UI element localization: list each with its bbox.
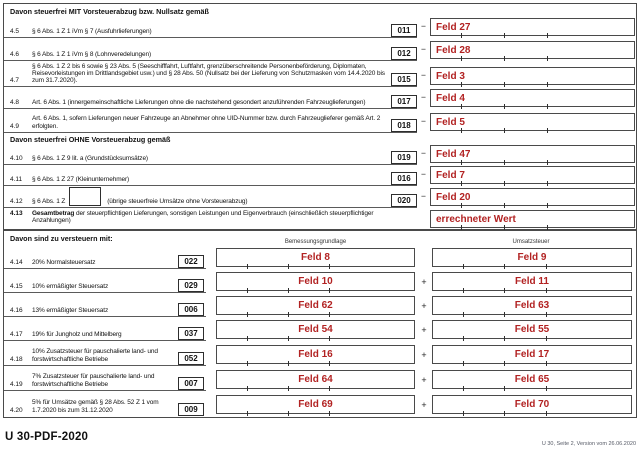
digit-tick	[546, 312, 547, 317]
row-label: Art. 6 Abs. 1, sofern Lieferungen neuer Fahrzeuge an Abnehmer ohne UID-Nummer bzw. durch Fahrzeuglieferer gemäß Art. 2 erfolgten.	[32, 115, 381, 130]
digit-tick	[461, 160, 462, 165]
minus-sign: −	[421, 116, 426, 126]
digit-tick	[463, 361, 464, 366]
row-4-13-total	[4, 208, 636, 230]
digit-tick	[504, 104, 505, 109]
code-box: 006	[178, 303, 204, 316]
digit-tick	[547, 181, 548, 186]
amount-field[interactable]	[430, 113, 635, 131]
field-placeholder: Feld 4	[436, 92, 465, 104]
digit-tick	[461, 33, 462, 38]
plus-sign: +	[421, 400, 427, 410]
section-tax-free	[3, 3, 637, 230]
row-label: 20% Normalsteuersatz	[32, 258, 96, 266]
row-label: 10% Zusatzsteuer für pauschalierte land- und forstwirtschaftliche Betriebe	[32, 348, 158, 363]
amount-field[interactable]	[430, 67, 635, 85]
row-number: 4.16	[10, 307, 23, 314]
minus-sign: −	[421, 148, 426, 158]
digit-tick	[247, 411, 248, 416]
amount-field[interactable]	[430, 188, 635, 206]
digit-tick	[504, 82, 505, 87]
code-box: 012	[391, 47, 417, 60]
digit-tick	[547, 128, 548, 133]
amount-field[interactable]	[430, 18, 635, 36]
field-placeholder: Feld 65	[514, 374, 550, 385]
code-box: 016	[391, 172, 417, 185]
row-label-after: (übrige steuerfreie Umsätze ohne Vorsteuerabzug)	[107, 197, 248, 205]
digit-tick	[504, 386, 505, 391]
base-amount-field[interactable]	[216, 395, 415, 414]
row-4-17	[4, 317, 636, 341]
field-placeholder: Feld 9	[517, 252, 547, 263]
column-header-base: Bemessungsgrundlage	[284, 239, 347, 245]
taxable-header: Davon sind zu versteuern mit:	[10, 234, 113, 243]
row-label: § 6 Abs. 1 Z 2 bis 6 sowie § 23 Abs. 5 (Seeschifffahrt, Luftfahrt, grenzüberschreitende Personenbeförderung, Diplomaten, Reisevorleistungen im Drittlandsgebiet usw.) und § 28 Abs. 50 (Nullsatz bei der Lieferung von Schutzmasken vom 14.4.2020 bis zum 31.7.2020).	[32, 62, 385, 84]
minus-sign: −	[421, 70, 426, 80]
row-label-before: § 6 Abs. 1 Z	[32, 197, 66, 205]
base-amount-field[interactable]	[216, 345, 415, 364]
code-box: 015	[391, 73, 417, 86]
digit-tick	[329, 264, 330, 269]
field-placeholder: Feld 11	[515, 276, 549, 287]
section-taxable	[3, 230, 637, 418]
digit-tick	[461, 104, 462, 109]
digit-tick	[461, 128, 462, 133]
row-label: § 6 Abs. 1 Z 1 iVm § 8 (Lohnveredelungen)	[32, 50, 152, 58]
digit-tick	[329, 361, 330, 366]
digit-tick	[504, 33, 505, 38]
row-number: 4.18	[10, 356, 23, 363]
field-placeholder: Feld 70	[514, 399, 550, 410]
field-placeholder: Feld 62	[298, 300, 333, 311]
code-box: 037	[178, 327, 204, 340]
field-placeholder: Feld 3	[436, 70, 465, 82]
digit-tick	[547, 56, 548, 61]
code-box: 017	[391, 95, 417, 108]
row-number: 4.9	[10, 123, 20, 130]
minus-sign: −	[421, 169, 426, 179]
row-label: 5% für Umsätze gemäß § 28 Abs. 52 Z 1 vom 1.7.2020 bis zum 31.12.2020	[32, 399, 159, 414]
digit-tick	[329, 312, 330, 317]
tax-amount-field[interactable]	[432, 296, 632, 315]
digit-tick	[288, 264, 289, 269]
code-box: 022	[178, 255, 204, 268]
row-4-16	[4, 293, 636, 317]
row-4-8	[4, 87, 636, 109]
digit-tick	[288, 288, 289, 293]
digit-tick	[463, 312, 464, 317]
total-label-bold: Gesamtbetrag	[32, 210, 75, 217]
digit-tick	[247, 336, 248, 341]
code-box: 018	[391, 119, 417, 132]
row-number: 4.12	[10, 198, 23, 205]
plus-sign: +	[421, 375, 427, 385]
digit-tick	[504, 181, 505, 186]
tax-amount-field[interactable]	[432, 345, 632, 364]
digit-tick	[461, 203, 462, 208]
digit-tick	[547, 104, 548, 109]
field-placeholder: Feld 16	[298, 349, 333, 360]
row-number: 4.15	[10, 283, 23, 290]
digit-tick	[547, 203, 548, 208]
field-placeholder: Feld 10	[298, 276, 333, 287]
row-4-19	[4, 366, 636, 391]
row-4-14	[4, 246, 636, 269]
digit-tick	[329, 288, 330, 293]
total-label-rest: der steuerpflichtigen Lieferungen, sonstigen Leistungen und Eigenverbrauch (einschließlich steuerpflichtiger Anzahlungen)	[32, 210, 374, 225]
tax-amount-field[interactable]	[432, 370, 632, 389]
field-placeholder: Feld 64	[298, 374, 333, 385]
digit-tick	[461, 82, 462, 87]
code-box: 007	[178, 377, 204, 390]
row-4-11	[4, 165, 636, 186]
row-4-6	[4, 38, 636, 61]
digit-tick	[546, 288, 547, 293]
row-number: 4.7	[10, 77, 20, 84]
row-label: 7% Zusatzsteuer für pauschalierte land- und forstwirtschaftliche Betriebe	[32, 373, 155, 388]
digit-tick	[329, 411, 330, 416]
digit-tick	[463, 411, 464, 416]
field-placeholder: Feld 55	[514, 324, 550, 335]
digit-tick	[247, 361, 248, 366]
row-4-15	[4, 269, 636, 293]
digit-tick	[288, 361, 289, 366]
minus-sign: −	[421, 21, 426, 31]
field-placeholder: errechneter Wert	[436, 213, 516, 225]
digit-tick	[247, 386, 248, 391]
digit-tick	[504, 336, 505, 341]
base-amount-field[interactable]	[216, 370, 415, 389]
digit-tick	[504, 288, 505, 293]
digit-tick	[463, 386, 464, 391]
row-label: Art. 6 Abs. 1 (innergemeinschaftliche Lieferungen ohne die nachstehend gesondert anzuführenden Fahrzeuglieferungen)	[32, 98, 366, 106]
digit-tick	[504, 160, 505, 165]
base-amount-field[interactable]	[216, 272, 415, 291]
field-placeholder: Feld 17	[514, 349, 550, 360]
field-placeholder: Feld 5	[436, 116, 465, 128]
row-4-20	[4, 391, 636, 416]
row-label: § 6 Abs. 1 Z 27 (Kleinunternehmer)	[32, 175, 130, 183]
digit-tick	[247, 312, 248, 317]
minus-sign: −	[421, 44, 426, 54]
code-box: 011	[391, 24, 417, 37]
base-amount-field[interactable]	[216, 248, 415, 267]
digit-tick	[546, 411, 547, 416]
digit-tick	[461, 56, 462, 61]
row-number: 4.5	[10, 28, 20, 35]
digit-tick	[547, 33, 548, 38]
code-box: 019	[391, 151, 417, 164]
digit-tick	[504, 56, 505, 61]
digit-tick	[288, 411, 289, 416]
field-placeholder: Feld 7	[436, 169, 465, 181]
tax-amount-field[interactable]	[432, 272, 632, 291]
row-4-9	[4, 109, 636, 133]
row-number: 4.10	[10, 155, 23, 162]
section-header-without-deduction: Davon steuerfrei OHNE Vorsteuerabzug gemäß	[10, 135, 171, 144]
row-number: 4.11	[10, 176, 23, 183]
plus-sign: +	[421, 301, 427, 311]
field-placeholder: Feld 69	[298, 399, 333, 410]
code-box: 009	[178, 403, 204, 416]
row-4-7	[4, 61, 636, 87]
amount-field[interactable]	[430, 89, 635, 107]
digit-tick	[504, 264, 505, 269]
digit-tick	[546, 361, 547, 366]
code-box: 020	[391, 194, 417, 207]
digit-tick	[288, 336, 289, 341]
digit-tick	[288, 386, 289, 391]
field-placeholder: Feld 63	[514, 300, 550, 311]
plus-sign: +	[421, 325, 427, 335]
section-header-with-deduction: Davon steuerfrei MIT Vorsteuerabzug bzw. Nullsatz gemäß	[10, 7, 209, 16]
column-header-tax: Umsatzsteuer	[512, 239, 550, 245]
calculated-value-field	[430, 210, 635, 228]
digit-tick	[546, 386, 547, 391]
digit-tick	[504, 361, 505, 366]
paragraph-number-input[interactable]	[69, 187, 101, 206]
digit-tick	[504, 203, 505, 208]
row-number: 4.6	[10, 51, 20, 58]
digit-tick	[463, 336, 464, 341]
digit-tick	[463, 264, 464, 269]
digit-tick	[329, 336, 330, 341]
plus-sign: +	[421, 350, 427, 360]
form-id-label: U 30-PDF-2020	[5, 431, 89, 443]
digit-tick	[547, 82, 548, 87]
amount-field[interactable]	[430, 145, 635, 163]
row-4-18	[4, 341, 636, 366]
row-number: 4.14	[10, 259, 23, 266]
row-label: § 6 Abs. 1 Z 1 iVm § 7 (Ausfuhrlieferungen)	[32, 27, 152, 35]
digit-tick	[546, 264, 547, 269]
base-amount-field[interactable]	[216, 320, 415, 339]
digit-tick	[504, 411, 505, 416]
digit-tick	[247, 264, 248, 269]
digit-tick	[546, 336, 547, 341]
tax-amount-field[interactable]	[432, 248, 632, 267]
field-placeholder: Feld 27	[436, 21, 471, 33]
amount-field[interactable]	[430, 166, 635, 184]
row-number: 4.17	[10, 331, 23, 338]
field-placeholder: Feld 54	[298, 324, 333, 335]
row-label: 10% ermäßigter Steuersatz	[32, 282, 109, 290]
digit-tick	[504, 312, 505, 317]
row-number: 4.8	[10, 99, 20, 106]
minus-sign: −	[421, 191, 426, 201]
row-4-10	[4, 144, 636, 165]
amount-field[interactable]	[430, 41, 635, 59]
code-box: 029	[178, 279, 204, 292]
row-4-12	[4, 186, 636, 208]
digit-tick	[463, 288, 464, 293]
row-label: 13% ermäßigter Steuersatz	[32, 306, 109, 314]
digit-tick	[288, 312, 289, 317]
base-amount-field[interactable]	[216, 296, 415, 315]
row-label: § 6 Abs. 1 Z 9 lit. a (Grundstücksumsätze)	[32, 154, 148, 162]
digit-tick	[504, 128, 505, 133]
row-4-5	[4, 16, 636, 38]
field-placeholder: Feld 8	[301, 252, 330, 263]
row-number: 4.20	[10, 407, 23, 414]
row-label: 19% für Jungholz und Mittelberg	[32, 330, 122, 338]
code-box: 052	[178, 352, 204, 365]
tax-amount-field[interactable]	[432, 395, 632, 414]
minus-sign: −	[421, 92, 426, 102]
digit-tick	[547, 160, 548, 165]
plus-sign: +	[421, 277, 427, 287]
taxable-header-row	[4, 231, 636, 246]
row-number: 4.13	[10, 210, 23, 217]
digit-tick	[329, 386, 330, 391]
field-placeholder: Feld 47	[436, 148, 471, 160]
form-version-label: U 30, Seite 2, Version vom 26.06.2020	[541, 441, 636, 447]
tax-amount-field[interactable]	[432, 320, 632, 339]
field-placeholder: Feld 28	[436, 44, 471, 56]
digit-tick	[247, 288, 248, 293]
row-number: 4.19	[10, 381, 23, 388]
digit-tick	[461, 181, 462, 186]
field-placeholder: Feld 20	[436, 191, 471, 203]
